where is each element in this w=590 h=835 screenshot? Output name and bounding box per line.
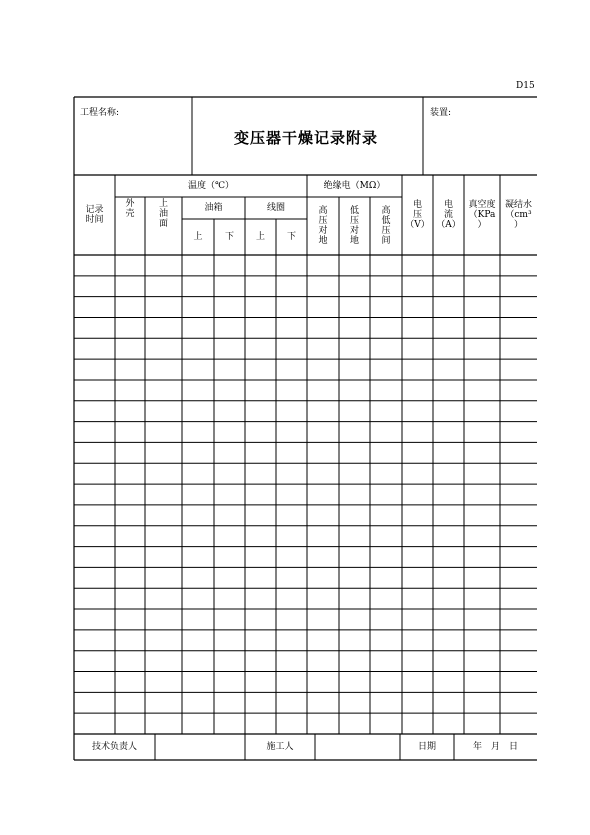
header-upper-oil: 上 油 面 [158, 199, 168, 229]
header-voltage: 电 压 （V） [405, 200, 430, 230]
constructor-label: 施工人 [266, 742, 294, 752]
header-hv-to-ground: 高 压 对 地 [318, 206, 328, 246]
header-coil-lower: 下 [286, 232, 296, 242]
drying-record-form [74, 97, 537, 760]
header-coil-upper: 上 [255, 232, 265, 242]
header-coil: 线圈 [266, 203, 285, 213]
header-outer-shell: 外 壳 [125, 199, 135, 219]
device-label: 装置: [430, 108, 452, 118]
project-name-label: 工程名称: [80, 108, 120, 118]
date-label: 日期 [417, 742, 436, 752]
form-title: 变压器干燥记录附录 [234, 129, 379, 147]
header-insulation: 绝缘电（MΩ） [323, 181, 386, 191]
header-lv-to-ground: 低 压 对 地 [349, 206, 359, 246]
date-format: 年 月 日 [472, 742, 518, 752]
header-record-time: 记录 时间 [85, 205, 104, 225]
header-current: 电 流 （A） [436, 200, 461, 230]
document-code: D15 [516, 81, 535, 91]
header-condensate: 凝结水 （cm³ ） [504, 200, 532, 230]
header-oil-tank-lower: 下 [224, 232, 234, 242]
header-hv-lv-between: 高 低 压 间 [381, 206, 391, 246]
header-oil-tank-upper: 上 [193, 232, 203, 242]
header-temperature: 温度（℃） [187, 181, 235, 191]
header-vacuum: 真空度 （KPa ） [468, 200, 496, 230]
header-oil-tank: 油箱 [204, 203, 223, 213]
tech-lead-label: 技术负责人 [91, 742, 137, 752]
